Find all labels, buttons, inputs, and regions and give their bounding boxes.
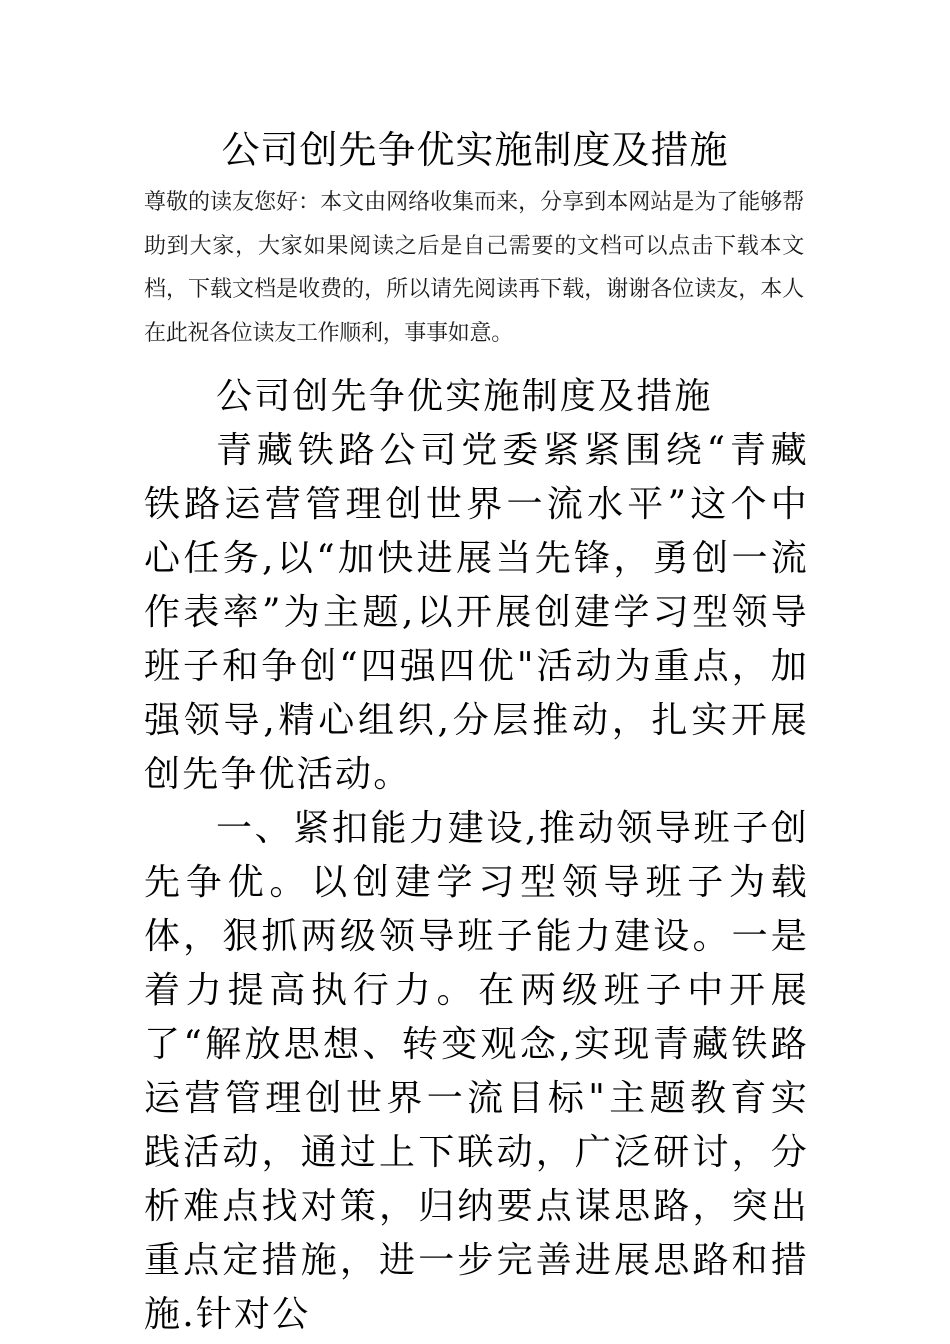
body-paragraph-1: 青藏铁路公司党委紧紧围绕“青藏铁路运营管理创世界一流水平”这个中心任务,以“加快进展当先锋，勇创一流作表率”为主题,以开展创建学习型领导班子和争创“四强四优"活动为重点，加强领导,精心组织,分层推动，扎实开展创先争优活动。 — [144, 430, 809, 795]
body-paragraph-2: 一、紧扣能力建设,推动领导班子创先争优。以创建学习型领导班子为载体，狠抓两级领导班子能力建设。一是着力提高执行力。在两级班子中开展了“解放思想、转变观念,实现青藏铁路运营管理创世界一流目标"主题教育实践活动，通过上下联动，广泛研讨，分析难点找对策，归纳要点谋思路，突出重点定措施，进一步完善进展思路和措施.针对公 — [144, 808, 809, 1335]
document-body — [144, 370, 809, 1342]
body-title: 公司创先争优实施制度及措施 — [216, 376, 713, 417]
reader-notice: 尊敬的读友您好：本文由网络收集而来，分享到本网站是为了能够帮助到大家，大家如果阅读之后是自己需要的文档可以点击下载本文档，下载文档是收费的，所以请先阅读再下载，谢谢各位读友，本人在此祝各位读友工作顺利，事事如意。 — [144, 190, 804, 346]
document-title: 公司创先争优实施制度及措施 — [221, 128, 729, 172]
